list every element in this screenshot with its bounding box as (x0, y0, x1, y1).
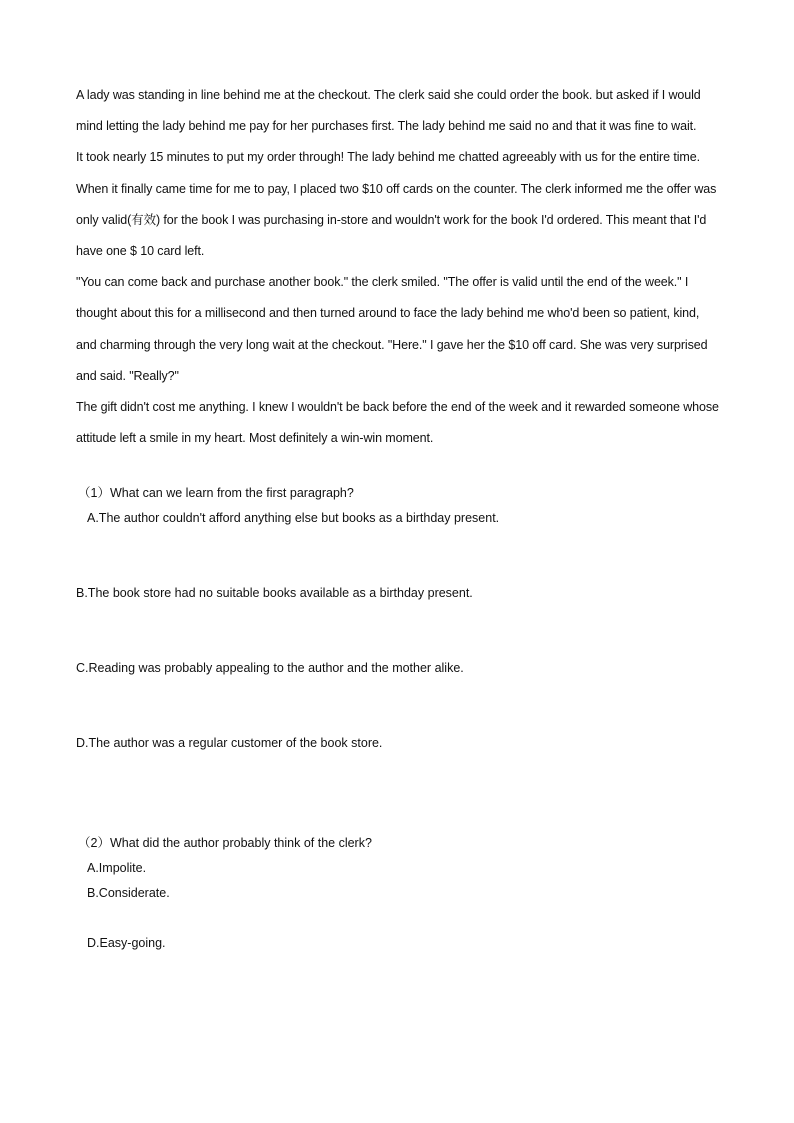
question-2-option-b: B.Considerate. (87, 886, 170, 900)
passage-paragraph-3: "You can come back and purchase another book." the clerk smiled. "The offer is valid until the end of the week." I thought about this for a millisecond and then turned around to face the lady behind me who'd been so patient, kind, and charming through the very long wait at the checkout. "Here." I gave her the $10 off card. She was very surprised and said. "Really?" (76, 275, 708, 383)
question-1-option-b: B.The book store had no suitable books available as a birthday present. (76, 586, 473, 600)
passage-paragraph-1: A lady was standing in line behind me at the checkout. The clerk said she could order the book. but asked if I would mind letting the lady behind me pay for her purchases first. The lady behind me said no and that it was fine to wait. (76, 88, 701, 134)
question-1-option-a: A.The author couldn't afford anything else but books as a birthday present. (87, 511, 500, 525)
reading-passage (76, 80, 721, 454)
question-2-option-a: A.Impolite. (87, 861, 147, 875)
passage-paragraph-2: It took nearly 15 minutes to put my order through! The lady behind me chatted agreeably with us for the entire time. When it finally came time for me to pay, I placed two $10 off cards on the counter. The clerk informed me the offer was only valid(有效) for the book I was purchasing in-store and wouldn't work for the book I'd ordered. This meant that I'd have one $ 10 card left. (76, 150, 717, 259)
question-1-option-d: D.The author was a regular customer of the book store. (76, 736, 383, 750)
question-2-stem: （2）What did the author probably think of the clerk? (78, 836, 372, 850)
question-1-stem: （1）What can we learn from the first paragraph? (78, 486, 354, 500)
question-2-option-d: D.Easy-going. (87, 936, 166, 950)
question-1-option-c: C.Reading was probably appealing to the author and the mother alike. (76, 661, 464, 675)
passage-paragraph-4: The gift didn't cost me anything. I knew I wouldn't be back before the end of the week and it rewarded someone whose attitude left a smile in my heart. Most definitely a win-win moment. (76, 400, 719, 446)
